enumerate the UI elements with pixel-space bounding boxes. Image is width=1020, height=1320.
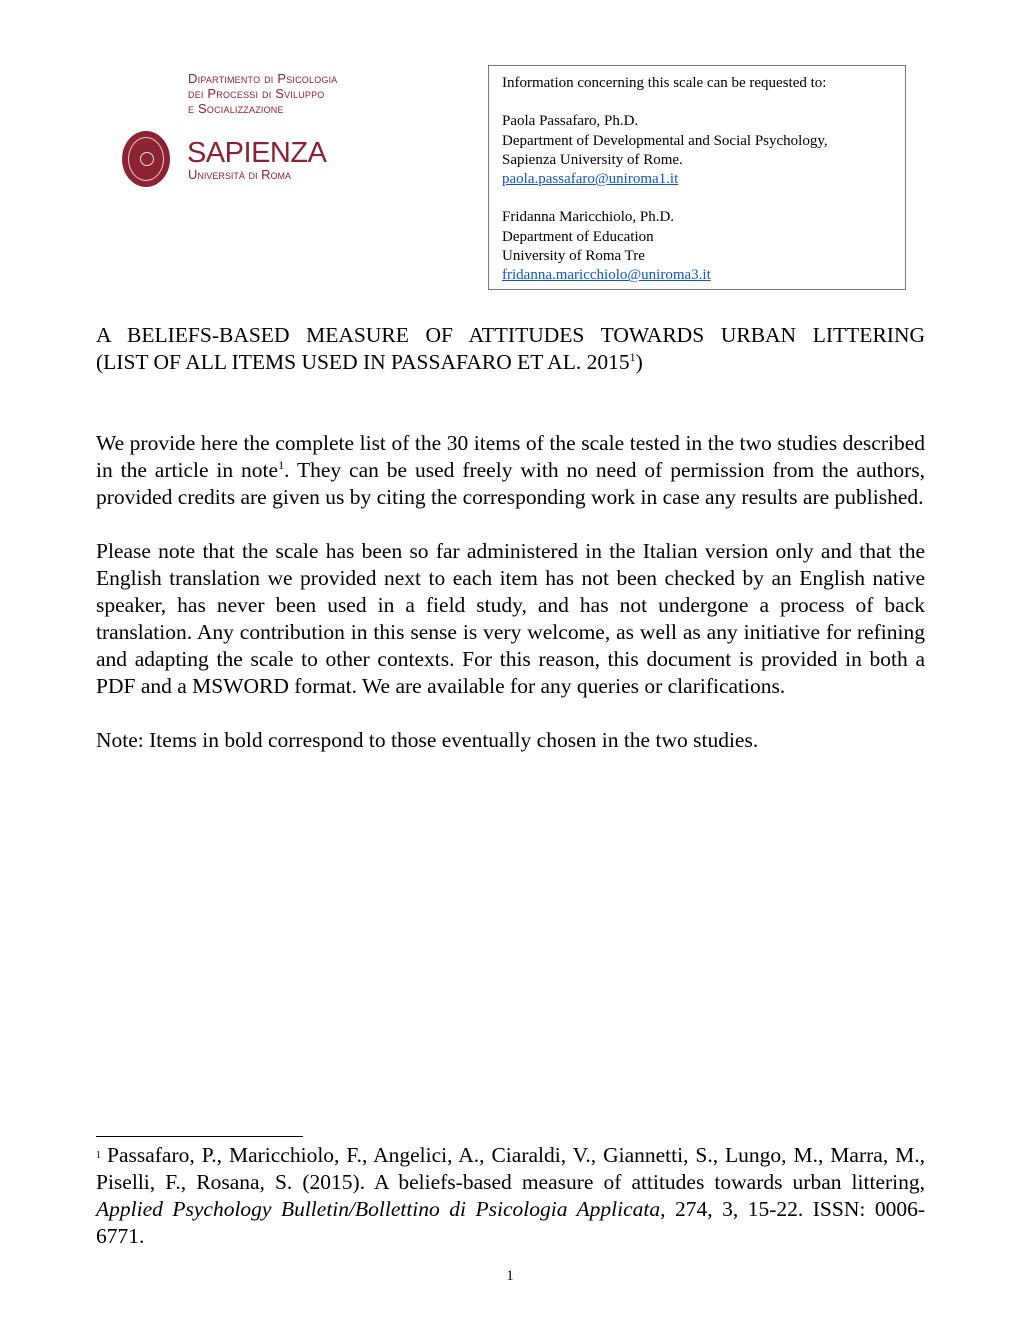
info-intro: Information concerning this scale can be requested to: xyxy=(502,75,827,91)
paragraph-1-text-cont: . They can be used freely with no need of permission from the authors, provided credits are given us by citing the corresponding work in case any results are published. xyxy=(96,458,926,509)
footnote-divider xyxy=(96,1136,303,1137)
title-line-2-text: (LIST OF ALL ITEMS USED IN PASSAFARO ET AL. 2015 xyxy=(96,350,630,374)
title-line-2 xyxy=(96,349,925,376)
university-name: SAPIENZA xyxy=(187,137,327,169)
footnote-journal: Applied Psychology Bulletin/Bollettino di Psicologia Applicata xyxy=(96,1197,661,1221)
title-line-2-close: ) xyxy=(635,350,643,374)
department-line: e Socializzazione xyxy=(188,101,284,116)
footnote-mark: 1 xyxy=(96,1150,101,1161)
paragraph-1 xyxy=(96,430,925,511)
department-line: Dipartimento di Psicologia xyxy=(188,71,338,86)
contact2-dept: Department of Education xyxy=(502,228,654,245)
contact2-univ: University of Roma Tre xyxy=(502,248,645,265)
title-line-1: A BELIEFS-BASED MEASURE OF ATTITUDES TOWARDS URBAN LITTERING xyxy=(96,323,925,347)
contact2-email-link[interactable]: fridanna.maricchiolo@uniroma3.it xyxy=(502,267,711,284)
contact1-name: Paola Passafaro, Ph.D. xyxy=(502,113,639,130)
footnote-text-end: , 274, 3, 15-22. ISSN: 0006-6771. xyxy=(96,1197,925,1248)
footnote xyxy=(96,1142,925,1250)
paragraph-3-note: Note: Items in bold correspond to those eventually chosen in the two studies. xyxy=(96,728,759,752)
contact1-univ: Sapienza University of Rome. xyxy=(502,151,683,168)
contact1-email-link[interactable]: paola.passafaro@uniroma1.it xyxy=(502,171,679,188)
body-text xyxy=(96,430,925,781)
document-title xyxy=(96,322,925,376)
sapienza-seal-icon xyxy=(122,131,170,187)
footnote-text: Passafaro, P., Maricchiolo, F., Angelici, A., Ciaraldi, V., Giannetti, S., Lungo, M., Marra, M., Piselli, F., Rosana, S. (2015). A beliefs-based measure of attitudes towards urban littering, xyxy=(96,1143,925,1194)
paragraph-1-text: We provide here the complete list of the 30 items of the scale tested in the two studies described in the article in note xyxy=(96,431,925,482)
paragraph-2: Please note that the scale has been so far administered in the Italian version only and that the English translation we provided next to each item has not been checked by an English native speaker, has never been used in a field study, and has not undergone a process of back translation. Any contribution in this sense is very welcome, as well as any initiative for refining and adapting the scale to other contexts. For this reason, this document is provided in both a PDF and a MSWORD format. We are available for any queries or clarifications. xyxy=(96,539,925,698)
contact-info-box xyxy=(488,65,906,290)
footnote-ref[interactable]: 1 xyxy=(278,457,285,472)
university-subtitle: Università di Roma xyxy=(188,167,292,182)
page-number: 1 xyxy=(506,1268,514,1284)
contact1-dept: Department of Developmental and Social Psychology, xyxy=(502,132,828,149)
footnote-ref[interactable]: 1 xyxy=(629,349,636,364)
department-line: dei Processi di Sviluppo xyxy=(188,86,325,101)
contact2-name: Fridanna Maricchiolo, Ph.D. xyxy=(502,209,675,226)
department-logo-text xyxy=(188,71,338,116)
